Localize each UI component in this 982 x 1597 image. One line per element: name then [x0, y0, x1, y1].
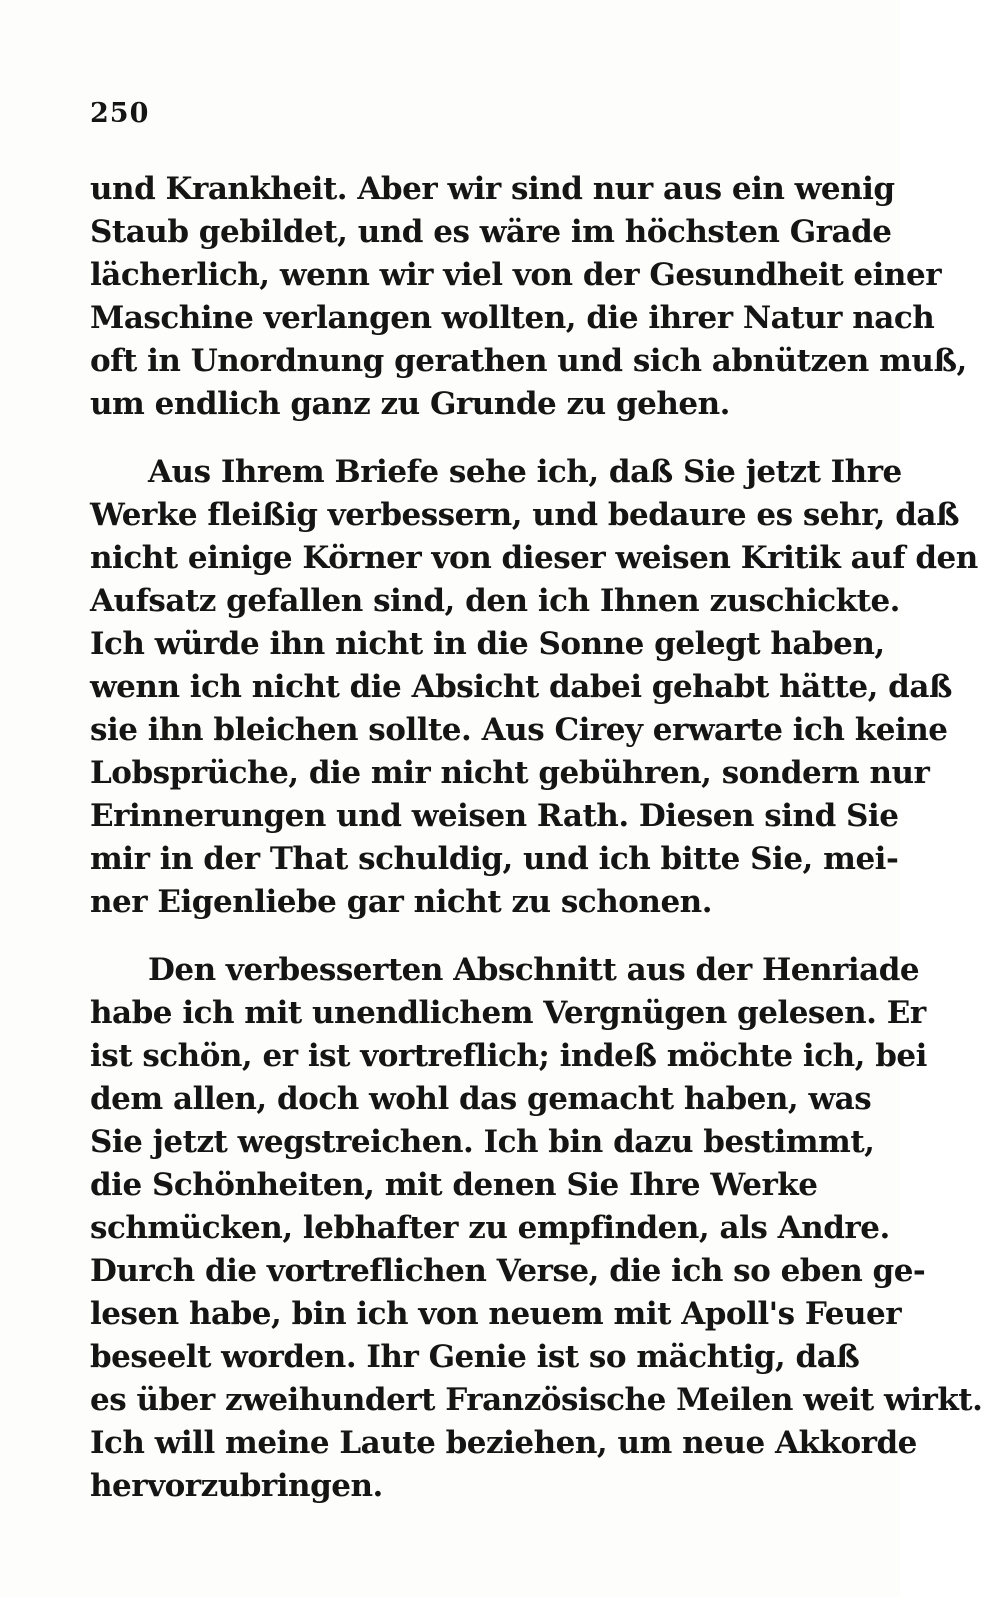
text-line: Sie jetzt wegstreichen. Ich bin dazu bestimmt,	[90, 1124, 875, 1160]
text-line: um endlich ganz zu Grunde zu gehen.	[90, 386, 730, 422]
text-line: Werke fleißig verbessern, und bedaure es sehr, daß	[90, 497, 960, 533]
text-line: ist schön, er ist vortreflich; indeß möchte ich, bei	[90, 1038, 927, 1074]
text-line: nicht einige Körner von dieser weisen Kritik auf den	[90, 540, 978, 576]
text-line: Ich würde ihn nicht in die Sonne gelegt haben,	[90, 626, 885, 662]
paragraph-gap	[90, 426, 802, 451]
text-line: sie ihn bleichen sollte. Aus Cirey erwarte ich keine	[90, 712, 948, 748]
text-line: die Schönheiten, mit denen Sie Ihre Werke	[90, 1167, 818, 1203]
text-line: mir in der That schuldig, und ich bitte Sie, mei-	[90, 841, 899, 877]
text-line: habe ich mit unendlichem Vergnügen gelesen. Er	[90, 995, 926, 1031]
text-line: Durch die vortreflichen Verse, die ich so eben ge-	[90, 1253, 926, 1289]
text-line: hervorzubringen.	[90, 1468, 383, 1504]
paragraph	[90, 451, 978, 924]
text-line: lesen habe, bin ich von neuem mit Apoll's Feuer	[90, 1296, 902, 1332]
text-line: dem allen, doch wohl das gemacht haben, was	[90, 1081, 872, 1117]
text-line: beseelt worden. Ihr Genie ist so mächtig, daß	[90, 1339, 860, 1375]
text-line: wenn ich nicht die Absicht dabei gehabt hätte, daß	[90, 669, 952, 705]
text-line: oft in Unordnung gerathen und sich abnützen muß,	[90, 343, 967, 379]
text-line: Erinnerungen und weisen Rath. Diesen sind Sie	[90, 798, 899, 834]
paragraph	[90, 168, 967, 426]
text-line: Aus Ihrem Briefe sehe ich, daß Sie jetzt Ihre	[148, 454, 902, 490]
text-line: ner Eigenliebe gar nicht zu schonen.	[90, 884, 712, 920]
text-line: Staub gebildet, und es wäre im höchsten Grade	[90, 214, 892, 250]
text-line: es über zweihundert Französische Meilen weit wirkt.	[90, 1382, 982, 1418]
paragraph-gap	[90, 924, 802, 949]
text-line: und Krankheit. Aber wir sind nur aus ein wenig	[90, 171, 895, 207]
text-line: Lobsprüche, die mir nicht gebühren, sondern nur	[90, 755, 930, 791]
text-line: Aufsatz gefallen sind, den ich Ihnen zuschickte.	[90, 583, 900, 619]
body-text	[90, 168, 982, 1508]
text-line: lächerlich, wenn wir viel von der Gesundheit einer	[90, 257, 942, 293]
text-line: schmücken, lebhafter zu empfinden, als Andre.	[90, 1210, 890, 1246]
text-line: Ich will meine Laute beziehen, um neue Akkorde	[90, 1425, 917, 1461]
paragraph	[90, 949, 982, 1508]
text-line: Maschine verlangen wollten, die ihrer Natur nach	[90, 300, 935, 336]
page-number: 250	[90, 98, 150, 129]
text-line: Den verbesserten Abschnitt aus der Henriade	[148, 952, 920, 988]
